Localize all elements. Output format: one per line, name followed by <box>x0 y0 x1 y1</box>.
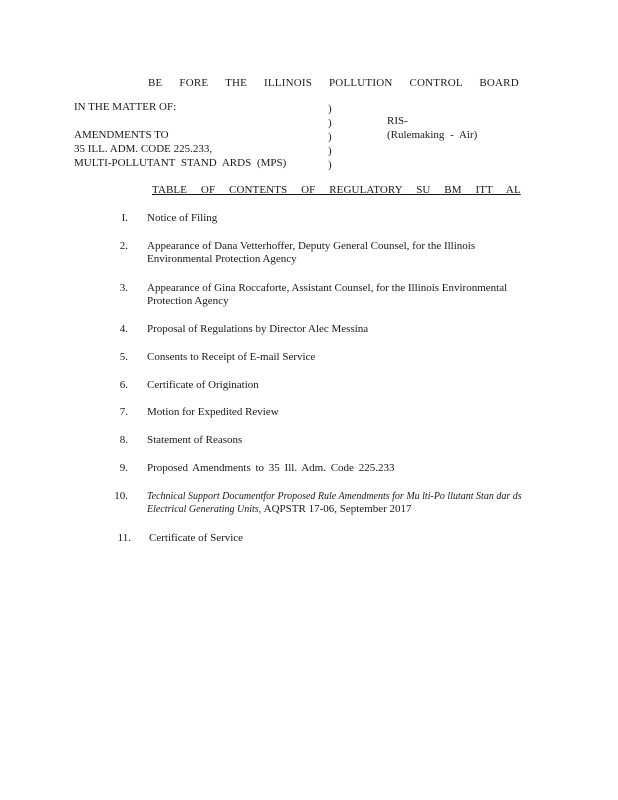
caption-paren: ) <box>328 145 332 157</box>
caption-matter: IN THE MATTER OF: <box>74 101 177 113</box>
toc-heading: TABLE OF CONTENTS OF REGULATORY SU BM ITT AL <box>152 184 521 196</box>
toc-item-number: I. <box>121 212 128 224</box>
toc-item-number: 9. <box>119 462 128 474</box>
toc-item-text: Statement of Reasons <box>147 434 243 446</box>
toc-item-number: 7. <box>119 406 128 418</box>
toc-item-number: 2. <box>119 240 128 252</box>
toc-item-number: 3. <box>119 282 128 294</box>
toc-item-number: 5. <box>119 351 128 363</box>
toc-item-text: Certificate of Service <box>149 532 244 544</box>
toc-item-text: Proposed Amendments to 35 Ill. Adm. Code 225.233 <box>147 462 395 474</box>
caption-code: 35 ILL. ADM. CODE 225.233, <box>74 143 213 155</box>
toc-item-text: Consents to Receipt of E-mail Service <box>147 351 316 363</box>
caption-paren: ) <box>328 103 332 115</box>
caption-paren: ) <box>328 131 332 143</box>
toc-item-text: Certificate of Origination <box>147 379 259 391</box>
toc-item-text <box>147 490 542 516</box>
toc-item-text: Proposal of Regulations by Director Alec Messina <box>147 323 369 335</box>
toc-item-text: Appearance of Dana Vetterhoffer, Deputy General Counsel, for the Illinois Environmental Protection Agency <box>147 240 476 265</box>
toc-item-number: 11. <box>117 532 131 544</box>
toc-item-number: 6. <box>119 379 128 391</box>
caption-paren: ) <box>328 117 332 129</box>
toc-item-number: 8. <box>119 434 128 446</box>
toc-item-text: Appearance of Gina Roccaforte, Assistant Counsel, for the Illinois Environmental Protection Agency <box>147 282 508 307</box>
toc-item-number: 4. <box>119 323 128 335</box>
toc-item-text: Motion for Expedited Review <box>147 406 279 418</box>
board-title: BE FORE THE ILLINOIS POLLUTION CONTROL BOARD <box>148 77 519 89</box>
caption-standards: MULTI-POLLUTANT STAND ARDS (MPS) <box>74 157 287 169</box>
toc-item-plain-ref: AQPSTR 17-06, September 2017 <box>263 503 412 515</box>
caption-amendments: AMENDMENTS TO <box>74 129 169 141</box>
toc-item-number: 10. <box>114 490 128 502</box>
toc-item-italic-title: Technical Support Documentfor Proposed Rule Amendments for Mu lti-Po llutant Stan dar ds Electrical Generating Units, <box>147 491 522 515</box>
caption-rulemaking: (Rulemaking - Air) <box>387 129 478 141</box>
caption-paren: ) <box>328 159 332 171</box>
caption-docket: RIS- <box>387 115 408 127</box>
toc-item-text: Notice of Filing <box>147 212 218 224</box>
